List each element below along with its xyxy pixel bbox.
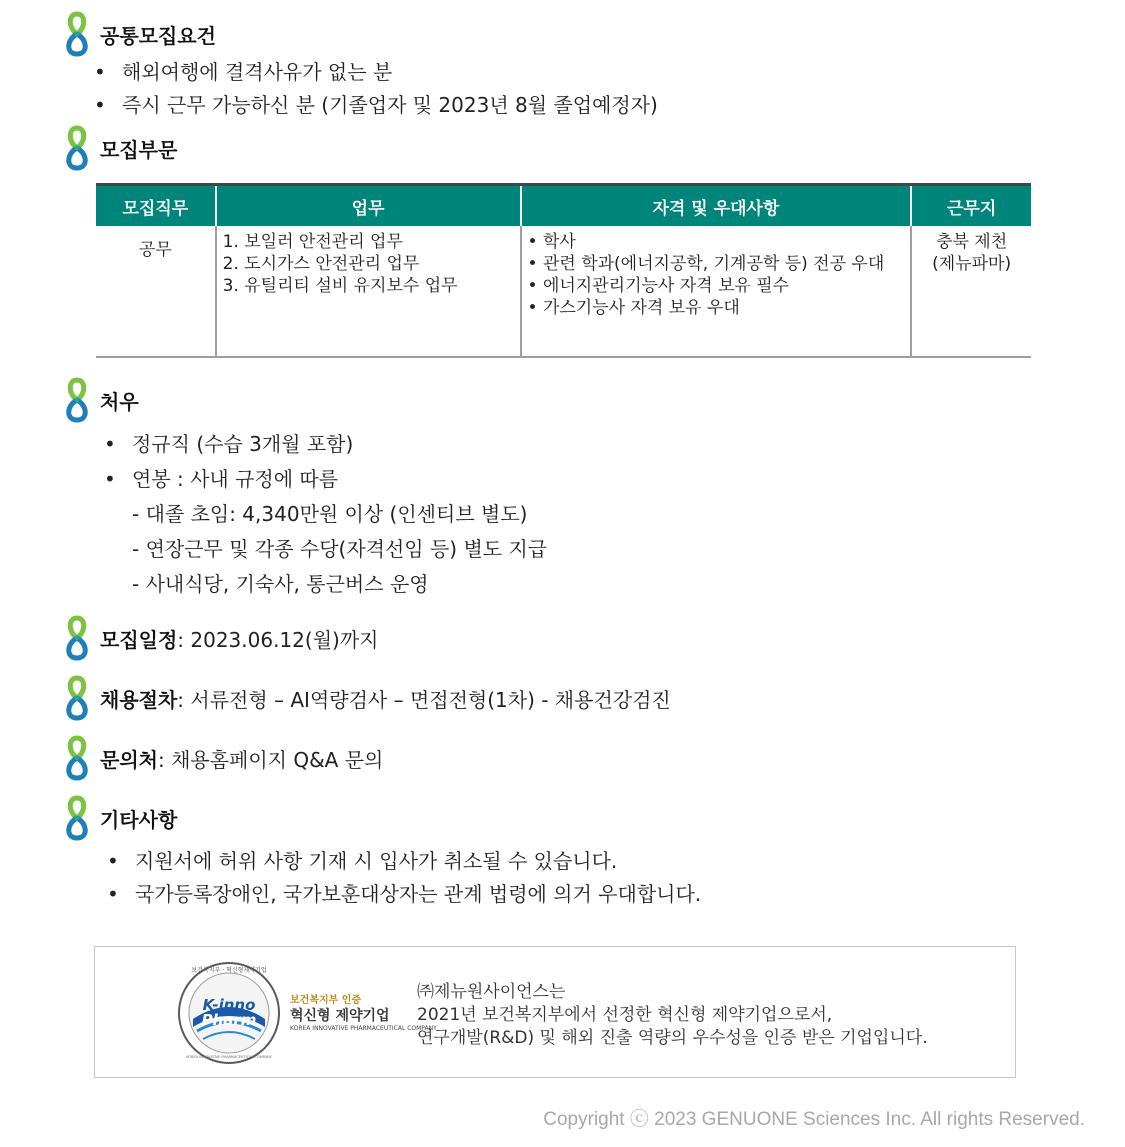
table-row: [96, 226, 1031, 357]
badge-logo-line1: K-inno: [202, 996, 256, 1014]
section-title: 채용절차: [100, 687, 178, 712]
badge-top-text: 보건복지부 · 혁신형제약기업: [191, 967, 267, 974]
badge-logo-line2: Pharm: [201, 1011, 257, 1029]
genuone-logo-icon: [62, 674, 92, 722]
section-title: 공통모집요건: [100, 23, 216, 48]
list-item: • 국가등록장애인, 국가보훈대상자는 관계 법령에 의거 우대합니다.: [107, 882, 702, 906]
job-cell: 공무: [96, 226, 216, 357]
table-header: 근무지: [911, 185, 1031, 227]
section-title: 처우: [100, 389, 139, 414]
cert-en-label: KOREA INNOVATIVE PHARMACEUTICAL COMPANY: [290, 1025, 437, 1032]
table-header: 업무: [216, 185, 521, 227]
qualifications-cell: • 학사 • 관련 학과(에너지공학, 기계공학 등) 전공 우대 • 에너지관리기능사 자격 보유 필수 • 가스기능사 자격 보유 우대: [521, 226, 912, 357]
k-inno-pharm-badge-icon: [177, 961, 281, 1065]
section-title: 모집일정: [100, 627, 178, 652]
sub-item: - 연장근무 및 각종 수당(자격선임 등) 별도 지급: [132, 537, 548, 561]
list-item: • 즉시 근무 가능하신 분 (기졸업자 및 2023년 8월 졸업예정자): [94, 93, 658, 117]
section-title: 문의처: [100, 747, 158, 772]
duties-cell: 1. 보일러 안전관리 업무 2. 도시가스 안전관리 업무 3. 유틸리티 설비 유지보수 업무: [216, 226, 521, 357]
section-schedule: [62, 614, 378, 662]
section-text: : 채용홈페이지 Q&A 문의: [157, 747, 384, 772]
section-etc: [62, 794, 177, 842]
location-cell: 충북 제천 (제뉴파마): [911, 226, 1031, 357]
section-benefits: [62, 376, 139, 424]
copyright: Copyright ⓒ 2023 GENUONE Sciences Inc. All rights Reserved.: [543, 1109, 1085, 1130]
certification-box: [94, 946, 1016, 1078]
section-text: : 서류전형 – AI역량검사 – 면접전형(1차) - 채용건강검진: [177, 687, 671, 712]
section-text: : 2023.06.12(월)까지: [177, 627, 379, 652]
list-item: • 정규직 (수습 3개월 포함): [104, 432, 354, 456]
cert-small-label: 보건복지부 인증: [290, 995, 362, 1006]
table-header-row: [96, 185, 1031, 227]
table-header: 모집직무: [96, 185, 216, 227]
list-item: • 연봉 : 사내 규정에 따름: [104, 467, 339, 491]
sub-item: - 사내식당, 기숙사, 통근버스 운영: [132, 572, 429, 596]
list-item: • 해외여행에 결격사유가 없는 분: [94, 60, 393, 84]
section-contact: [62, 734, 383, 782]
genuone-logo-icon: [62, 734, 92, 782]
certification-text: ㈜제뉴원사이언스는 2021년 보건복지부에서 선정한 혁신형 제약기업으로서, 연구개발(R&D) 및 해외 진출 역량의 우수성을 인증 받은 기업입니다.: [417, 982, 928, 1048]
genuone-logo-icon: [62, 794, 92, 842]
genuone-logo-icon: [62, 10, 92, 58]
sub-item: - 대졸 초임: 4,340만원 이상 (인센티브 별도): [132, 502, 528, 526]
badge-ring-text: KOREA INNOVATIVE PHARMACEUTICAL COMPANY: [186, 1055, 272, 1059]
genuone-logo-icon: [62, 376, 92, 424]
section-title: 기타사항: [100, 807, 178, 832]
genuone-logo-icon: [62, 124, 92, 172]
section-positions: [62, 124, 177, 172]
cert-big-label: 혁신형 제약기업: [290, 1008, 390, 1024]
section-requirements: [62, 10, 216, 58]
list-item: • 지원서에 허위 사항 기재 시 입사가 취소될 수 있습니다.: [107, 849, 618, 873]
genuone-logo-icon: [62, 614, 92, 662]
section-title: 모집부문: [100, 137, 178, 162]
table-header: 자격 및 우대사항: [521, 185, 912, 227]
section-process: [62, 674, 671, 722]
positions-table: [96, 183, 1031, 358]
